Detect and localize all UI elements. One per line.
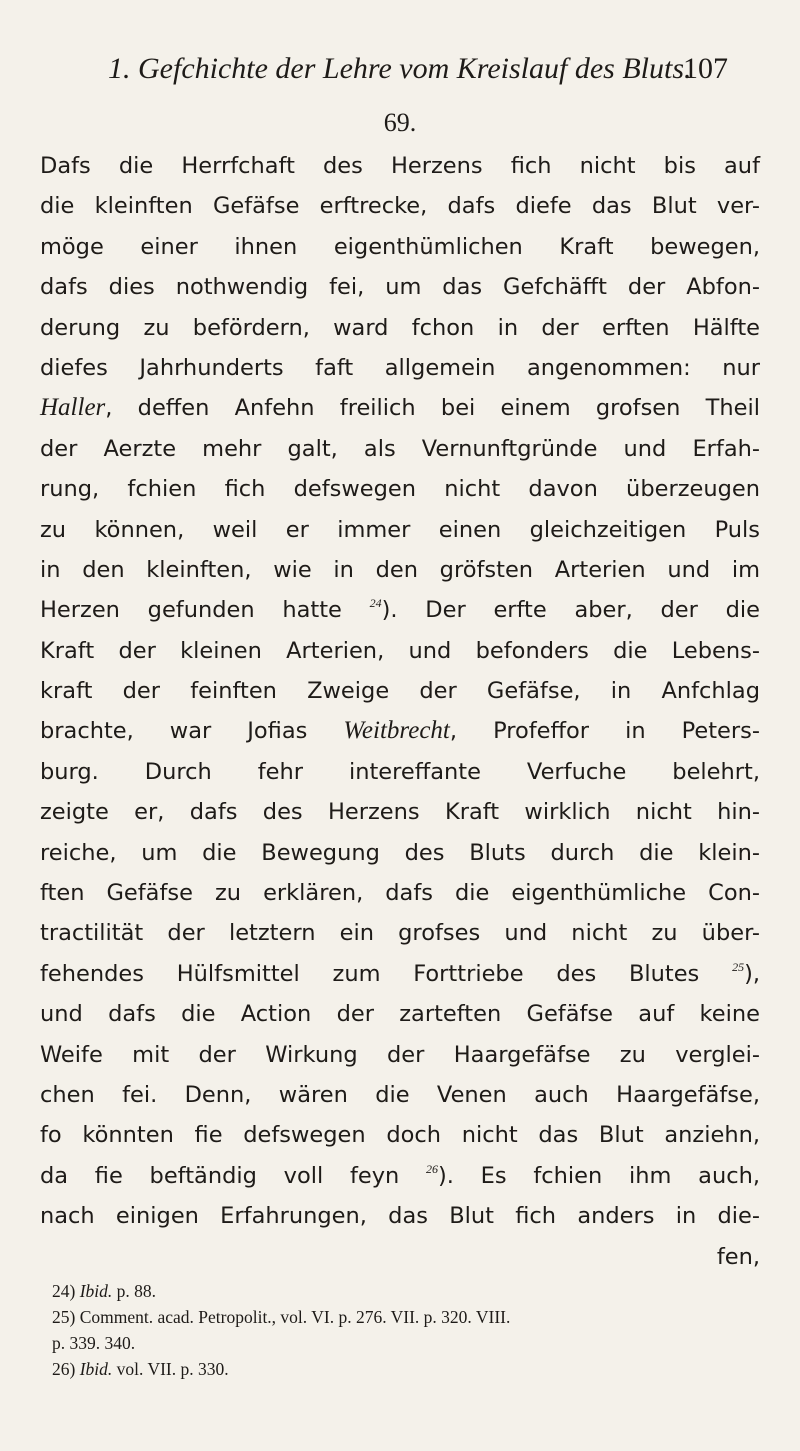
text-line — [40, 1075, 760, 1115]
line-text: chen fei. Denn, wären die Venen auch Haargefäfse, — [40, 1081, 760, 1108]
footnote-24 — [52, 1278, 752, 1304]
text-line — [40, 469, 760, 509]
footnote-26 — [52, 1356, 752, 1382]
line-text: und dafs die Action der zarteften Gefäfse auf keine — [40, 1001, 760, 1028]
line-text: dafs dies nothwendig fei, um das Gefchäfft der Abfon- — [40, 274, 760, 301]
line-text: da fie beftändig voll feyn — [40, 1162, 427, 1189]
line-text: möge einer ihnen eigenthümlichen Kraft bewegen, — [40, 233, 760, 260]
footnote-25 — [52, 1304, 752, 1330]
text-line — [40, 348, 760, 388]
running-head-title: 1. Gefchichte der Lehre vom Kreislauf des Bluts. — [108, 52, 692, 85]
line-text: Dafs die Herrfchaft des Herzens fich nicht bis auf — [40, 153, 760, 179]
text-line — [40, 510, 760, 550]
line-text: , deffen Anfehn freilich bei einem grofsen Theil — [105, 395, 760, 422]
catchword: fen, — [716, 1243, 760, 1270]
line-text: fo könnten fie defswegen doch nicht das Blut anziehn, — [40, 1122, 760, 1149]
line-text: reiche, um die Bewegung des Bluts durch die klein- — [40, 839, 760, 866]
catchword-line — [40, 1237, 760, 1277]
text-line — [40, 994, 760, 1034]
line-text: Kraft der kleinen Arterien, und befonders die Lebens- — [40, 637, 760, 664]
text-line — [40, 833, 760, 873]
line-text: ften Gefäfse zu erklären, dafs die eigenthümliche Con- — [40, 880, 760, 907]
footnote-text: Comment. acad. Petropolit., vol. VI. p. 276. VII. p. 320. VIII. — [75, 1307, 511, 1327]
line-text: kraft der feinften Zweige der Gefäfse, in Anfchlag — [40, 678, 760, 705]
footnote-marker: 25 — [732, 959, 745, 974]
text-line — [40, 308, 760, 348]
footnote-marker: 26 — [426, 1161, 439, 1176]
line-text: brachte, war Jofias — [40, 718, 344, 745]
text-line — [40, 631, 760, 671]
line-text: ). Es fchien ihm auch, — [438, 1162, 760, 1189]
text-line — [40, 752, 760, 792]
line-text: zu können, weil er immer einen gleichzeitigen Puls — [40, 516, 760, 543]
text-line — [40, 954, 760, 994]
footnote-ref: Ibid. — [79, 1281, 113, 1301]
line-text: burg. Durch fehr intereffante Verfuche belehrt, — [40, 758, 760, 785]
author-name-weitbrecht: Weitbrecht — [343, 717, 450, 745]
author-name-haller: Haller — [40, 394, 106, 422]
line-text: die kleinften Gefäfse erftrecke, dafs diefe das Blut ver- — [40, 193, 760, 220]
line-text: rung, fchien fich defswegen nicht davon überzeugen — [40, 476, 760, 503]
text-line — [40, 267, 760, 307]
footnote-marker: 24 — [369, 596, 382, 611]
text-line — [40, 1035, 760, 1075]
text-line — [40, 146, 760, 186]
footnote-text: p. 88. — [112, 1281, 157, 1301]
line-text: ). Der erfte aber, der die — [381, 597, 760, 624]
text-line — [40, 1196, 760, 1236]
text-line — [40, 873, 760, 913]
line-text: nach einigen Erfahrungen, das Blut fich anders in die- — [40, 1203, 760, 1230]
line-text: diefes Jahrhunderts faft allgemein angenommen: nur — [40, 354, 760, 381]
footnote-number: 25) — [52, 1307, 76, 1327]
line-text: in den kleinften, wie in den gröfsten Arterien und im — [40, 556, 760, 583]
text-line — [40, 590, 760, 630]
footnote-text: p. 339. 340. — [52, 1333, 136, 1353]
line-text: , Profeffor in Peters- — [449, 718, 760, 745]
line-text: fehendes Hülfsmittel zum Forttriebe des Blutes — [40, 960, 733, 987]
section-number: 69. — [383, 108, 417, 137]
text-line — [40, 1156, 760, 1196]
text-line — [40, 429, 760, 469]
body-text — [40, 146, 760, 1277]
text-line — [40, 711, 760, 751]
line-text: derung zu befördern, ward fchon in der erften Hälfte — [40, 314, 760, 341]
page-number: 107 — [683, 52, 728, 85]
footnote-number: 24) — [52, 1281, 76, 1301]
footnote-25-continued — [52, 1330, 752, 1356]
footnote-number: 26) — [52, 1359, 76, 1379]
footnotes — [52, 1278, 752, 1382]
line-text: der Aerzte mehr galt, als Vernunftgründe und Erfah- — [40, 435, 760, 462]
text-line — [40, 227, 760, 267]
text-line — [40, 186, 760, 226]
line-text: tractilität der letztern ein grofses und nicht zu über- — [40, 920, 760, 947]
text-line — [40, 1115, 760, 1155]
footnote-ref: Ibid. — [79, 1359, 113, 1379]
text-line — [40, 388, 760, 428]
line-text: Weife mit der Wirkung der Haargefäfse zu verglei- — [40, 1041, 760, 1068]
text-line — [40, 792, 760, 832]
text-line — [40, 913, 760, 953]
line-text: zeigte er, dafs des Herzens Kraft wirklich nicht hin- — [40, 799, 760, 826]
text-line — [40, 671, 760, 711]
running-head — [108, 52, 728, 86]
line-text: Herzen gefunden hatte — [40, 597, 370, 624]
text-line — [40, 550, 760, 590]
footnote-text: vol. VII. p. 330. — [112, 1359, 229, 1379]
line-text: ), — [744, 960, 760, 987]
